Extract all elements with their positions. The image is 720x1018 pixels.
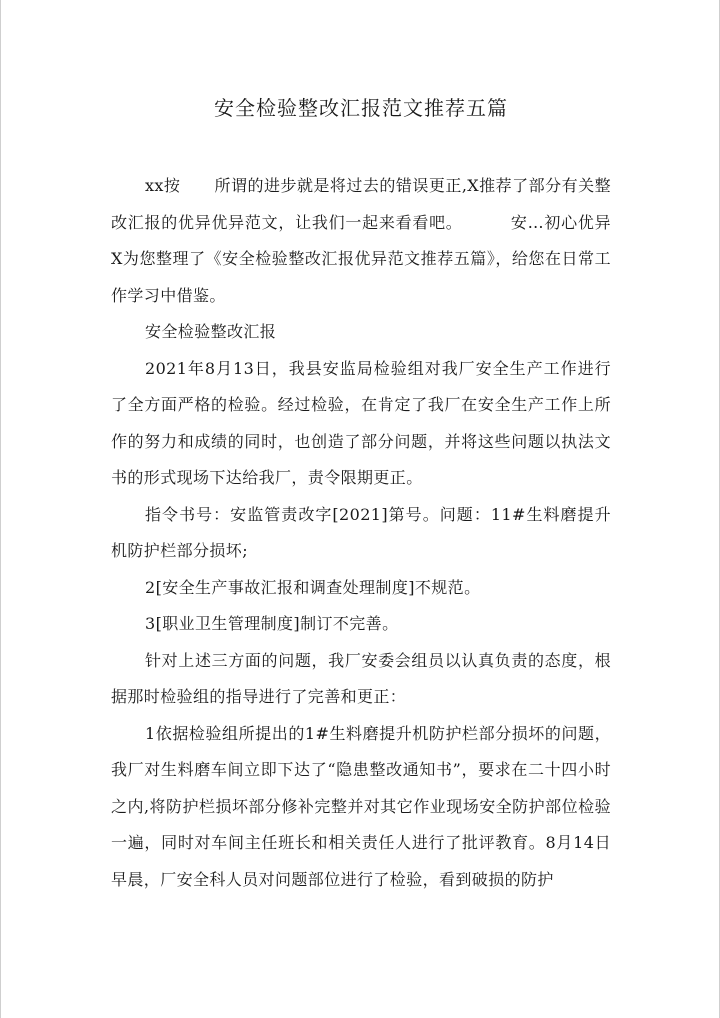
intro-part-3: 安…初心优异X为您整理了《安全检验整改汇报优异范文推荐五篇》，给您在日常工作学习中借鉴。 [111,212,611,305]
body-paragraph: 2[安全生产事故汇报和调查处理制度]不规范。 [145,577,481,597]
intro-part-1: xx按 [145,176,181,195]
body-paragraph: 指令书号：安监管责改字[2021]第号。问题：11#生料磨提升机防护栏部分损坏; [111,504,611,560]
intro-part-2: 所谓的进步就是将过去的错误更正,X推荐了部分有关整改汇报的优异优异范文，让我们一起来看看吧。 [111,176,611,232]
intro-paragraph [111,168,611,314]
document-title: 安全检验整改汇报范文推荐五篇 [214,96,508,120]
body-paragraph: 1依据检验组所提出的1#生料磨提升机防护栏部分损坏的问题，我厂对生料磨车间立即下达了“隐患整改通知书”，要求在二十四小时之内,将防护栏损坏部分修补完整并对其它作业现场安全防护部位检验一遍，同时对车间主任班长和相关责任人进行了批评教育。8月14日早晨，厂安全科人员对问题部位进行了检验，看到破损的防护 [111,723,611,889]
document-body [111,168,611,898]
body-paragraph: 2021年8月13日，我县安监局检验组对我厂安全生产工作进行了全方面严格的检验。经过检验，在肯定了我厂在安全生产工作上所作的努力和成绩的同时，也创造了部分问题，并将这些问题以执法文书的形式现场下达给我厂，责令限期更正。 [111,358,611,487]
section-heading: 安全检验整改汇报 [145,322,277,341]
body-paragraph: 针对上述三方面的问题，我厂安委会组员以认真负责的态度，根据那时检验组的指导进行了完善和更正： [111,650,611,706]
body-paragraph: 3[职业卫生管理制度]制订不完善。 [145,614,399,633]
